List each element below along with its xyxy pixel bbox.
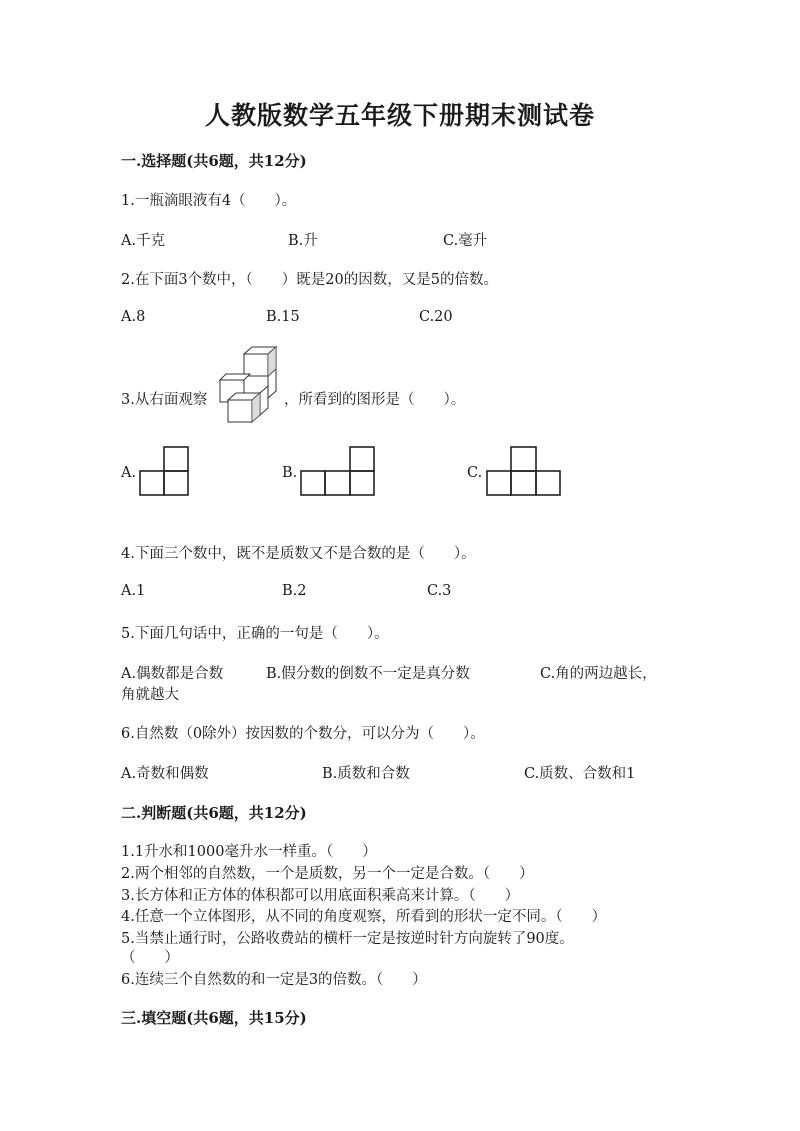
q4-option-a: A.1 <box>121 583 146 599</box>
judge-5: 5.当禁止通行时，公路收费站的横杆一定是按逆时针方向旋转了90度。 <box>121 931 574 947</box>
cube-stack-figure <box>218 344 282 426</box>
judge-3: 3.长方体和正方体的体积都可以用底面积乘高来计算。（ ） <box>121 888 520 904</box>
q2-option-b: B.15 <box>266 309 300 325</box>
q3-option-b: B. <box>282 465 298 481</box>
q1-option-c: C.毫升 <box>443 233 488 249</box>
section-heading-judge: 二.判断题(共6题，共12分) <box>121 804 307 822</box>
q3-option-a-figure <box>139 446 191 498</box>
judge-4: 4.任意一个立体图形，从不同的角度观察，所看到的形状一定不同。（ ） <box>121 909 607 925</box>
q1-option-a: A.千克 <box>121 233 166 249</box>
question-5: 5.下面几句话中，正确的一句是（ ）。 <box>121 626 389 642</box>
judge-5-wrap: （ ） <box>121 950 179 966</box>
q3-option-c: C. <box>467 465 483 481</box>
q2-option-a: A.8 <box>121 309 146 325</box>
q4-option-b: B.2 <box>282 583 307 599</box>
question-1: 1.一瓶滴眼液有4（ ）。 <box>121 193 297 209</box>
question-2: 2.在下面3个数中，（ ）既是20的因数，又是5的倍数。 <box>121 272 498 288</box>
question-3-pre: 3.从右面观察 <box>121 392 208 408</box>
q3-option-b-figure <box>300 446 377 498</box>
section-heading-choice: 一.选择题(共6题，共12分) <box>121 152 307 170</box>
judge-2: 2.两个相邻的自然数，一个是质数，另一个一定是合数。（ ） <box>121 866 534 882</box>
q5-option-c-wrap: 角就越大 <box>121 687 179 703</box>
question-4: 4.下面三个数中，既不是质数又不是合数的是（ ）。 <box>121 546 476 562</box>
judge-1: 1.1升水和1000毫升水一样重。（ ） <box>121 844 377 860</box>
q6-option-a: A.奇数和偶数 <box>121 766 209 782</box>
q3-option-a: A. <box>121 465 137 481</box>
q5-option-a: A.偶数都是合数 <box>121 666 224 682</box>
q5-option-b: B.假分数的倒数不一定是真分数 <box>266 666 470 682</box>
q3-option-c-figure <box>486 446 563 498</box>
page-title: 人教版数学五年级下册期末测试卷 <box>204 101 595 130</box>
q6-option-b: B.质数和合数 <box>322 766 410 782</box>
q5-option-c: C.角的两边越长， <box>540 666 657 682</box>
q4-option-c: C.3 <box>427 583 452 599</box>
judge-6: 6.连续三个自然数的和一定是3的倍数。（ ） <box>121 972 427 988</box>
question-6: 6.自然数（0除外）按因数的个数分，可以分为（ ）。 <box>121 726 485 742</box>
q1-option-b: B.升 <box>288 233 318 249</box>
q6-option-c: C.质数、合数和1 <box>524 766 636 782</box>
section-heading-fill: 三.填空题(共6题，共15分) <box>121 1009 307 1027</box>
question-3-post: ，所看到的图形是（ ）。 <box>284 392 466 408</box>
q2-option-c: C.20 <box>419 309 453 325</box>
